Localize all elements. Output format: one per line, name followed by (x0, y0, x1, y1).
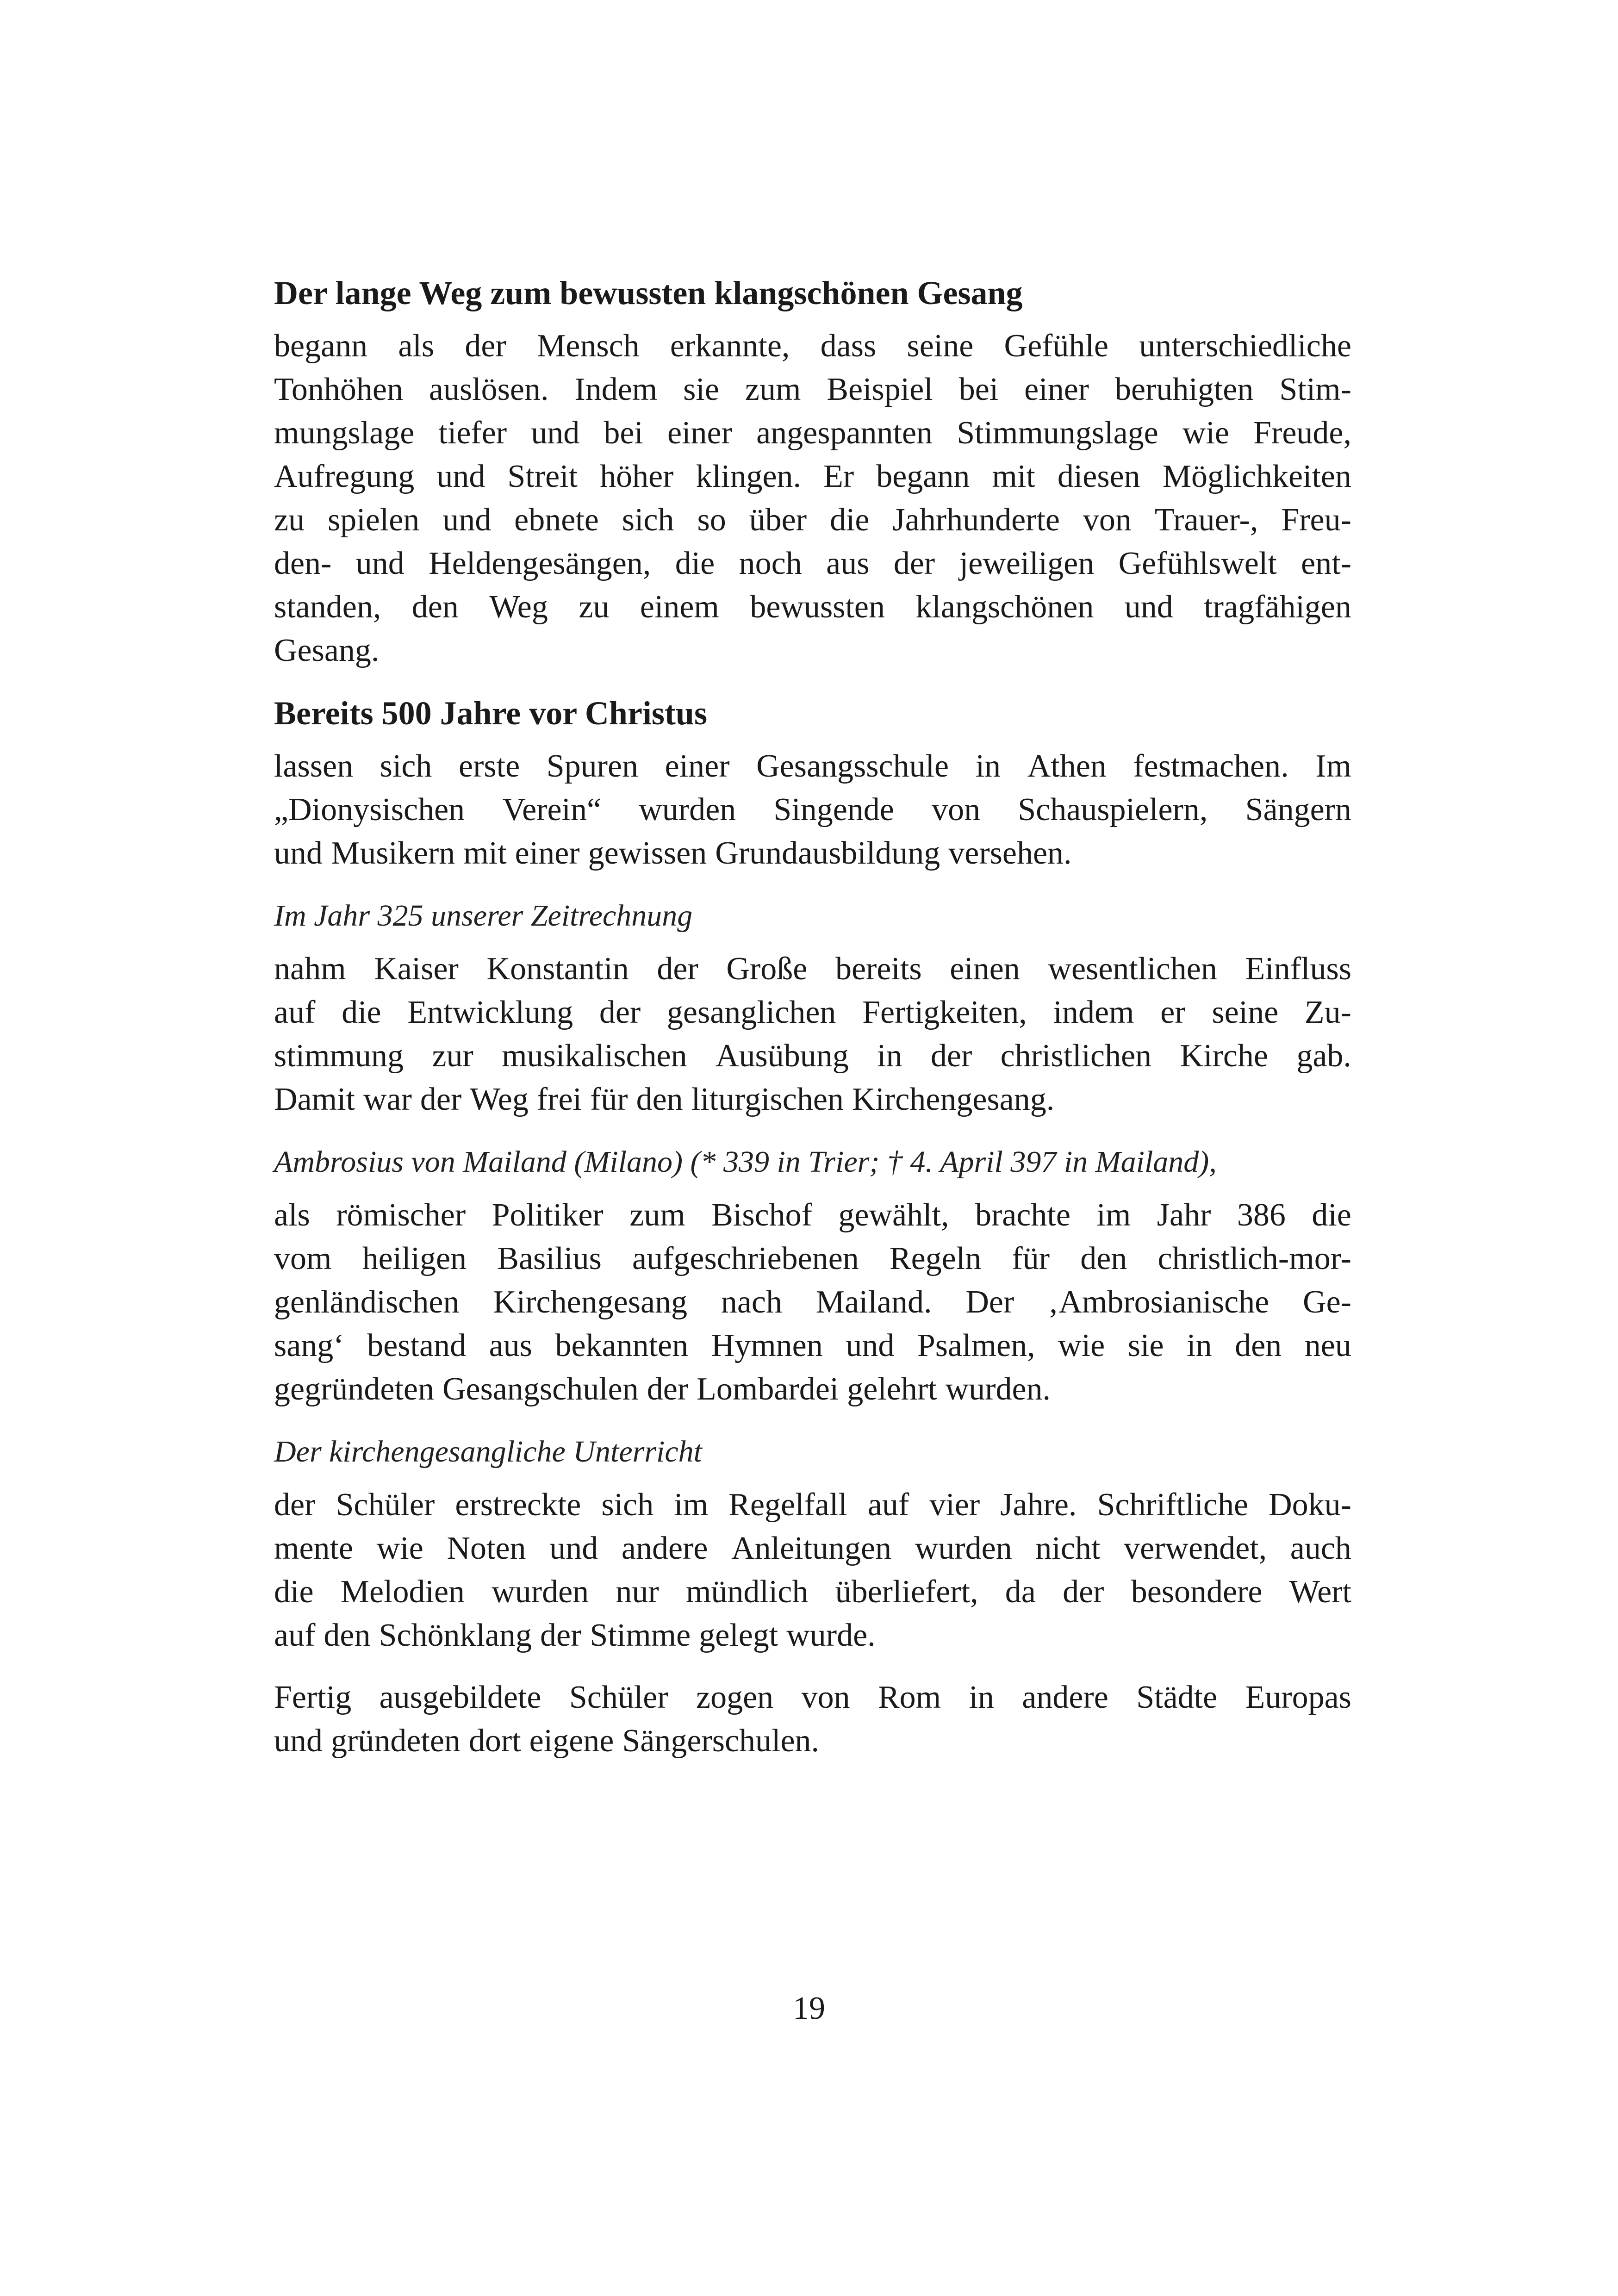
text-line: zu spielen und ebnete sich so über die Jahrhunderte von Trauer-, Freu- (274, 502, 1351, 538)
paragraph (274, 745, 1351, 875)
text-line: nahm Kaiser Konstantin der Große bereits einen wesentlichen Einfluss (274, 951, 1351, 987)
text-line: Tonhöhen auslösen. Indem sie zum Beispiel bei einer beruhigten Stim- (274, 372, 1351, 407)
text-line: den- und Heldengesängen, die noch aus der jeweiligen Gefühlswelt ent- (274, 546, 1351, 581)
text-line: begann als der Mensch erkannte, dass seine Gefühle unterschiedliche (274, 328, 1351, 364)
text-line: die Melodien wurden nur mündlich überliefert, da der besondere Wert (274, 1574, 1351, 1610)
paragraph (274, 1483, 1351, 1657)
section-heading: Ambrosius von Mailand (Milano) (* 339 in Trier; † 4. April 397 in Mailand), (274, 1145, 1217, 1179)
paragraph (274, 1676, 1351, 1763)
paragraph (274, 947, 1351, 1121)
text-line: „Dionysischen Verein“ wurden Singende von Schauspielern, Sängern (274, 792, 1351, 828)
text-line: sang‘ bestand aus bekannten Hymnen und Psalmen, wie sie in den neu (274, 1328, 1351, 1363)
text-line: und gründeten dort eigene Sängerschulen. (274, 1723, 820, 1759)
section-heading: Der lange Weg zum bewussten klangschönen Gesang (274, 274, 1023, 311)
text-line: standen, den Weg zu einem bewussten klangschönen und tragfähigen (274, 589, 1351, 625)
page-content (274, 271, 1351, 1781)
text-line: der Schüler erstreckte sich im Regelfall auf vier Jahre. Schriftliche Doku- (274, 1487, 1351, 1523)
text-line: auf die Entwicklung der gesanglichen Fertigkeiten, indem er seine Zu- (274, 995, 1351, 1030)
text-line: mungslage tiefer und bei einer angespannten Stimmungslage wie Freude, (274, 415, 1351, 451)
section-heading: Bereits 500 Jahre vor Christus (274, 695, 707, 732)
text-line: auf den Schönklang der Stimme gelegt wurde. (274, 1618, 876, 1653)
text-line: lassen sich erste Spuren einer Gesangsschule in Athen festmachen. Im (274, 748, 1351, 784)
paragraph (274, 1194, 1351, 1411)
page-number: 19 (793, 1991, 825, 2026)
text-line: stimmung zur musikalischen Ausübung in der christlichen Kirche gab. (274, 1038, 1351, 1074)
text-line: gegründeten Gesangschulen der Lombardei gelehrt wurden. (274, 1371, 1051, 1407)
text-line: Gesang. (274, 633, 380, 668)
text-line: Aufregung und Streit höher klingen. Er begann mit diesen Möglichkeiten (274, 459, 1351, 494)
text-line: Damit war der Weg frei für den liturgischen Kirchengesang. (274, 1082, 1055, 1117)
text-line: und Musikern mit einer gewissen Grundausbildung versehen. (274, 835, 1072, 871)
text-line: vom heiligen Basilius aufgeschriebenen Regeln für den christlich-mor- (274, 1241, 1351, 1276)
paragraph (274, 324, 1351, 672)
text-line: mente wie Noten und andere Anleitungen wurden nicht verwendet, auch (274, 1531, 1351, 1566)
text-line: genländischen Kirchengesang nach Mailand. Der ‚Ambrosianische Ge- (274, 1284, 1351, 1320)
text-line: als römischer Politiker zum Bischof gewählt, brachte im Jahr 386 die (274, 1197, 1351, 1233)
section-heading: Im Jahr 325 unserer Zeitrechnung (274, 899, 693, 933)
text-line: Fertig ausgebildete Schüler zogen von Rom in andere Städte Europas (274, 1680, 1351, 1715)
section-heading: Der kirchengesangliche Unterricht (274, 1435, 702, 1468)
